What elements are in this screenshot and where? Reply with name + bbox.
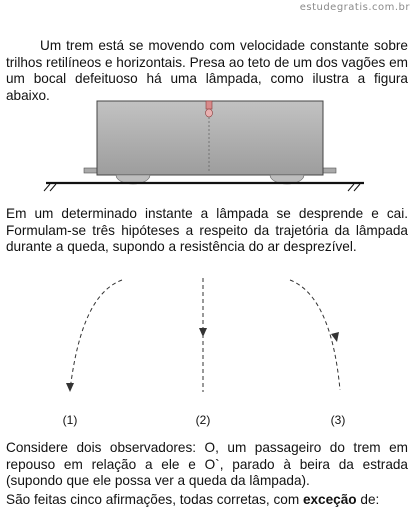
observers-paragraph: Considere dois observadores: O, um passageiro do trem em repouso em relação a ele e O`, parado à beira da estrada (supondo que ele possa ver a queda da lâmpada). [6, 440, 408, 488]
site-watermark: estudegratis.com.br [299, 2, 410, 13]
intro-text: Um trem está se movendo com velocidade constante sobre trilhos retilíneos e horizontais. Presa ao teto de um dos vagões em um bocal defeituoso há uma lâmpada, como ilustra a figura abaixo. [6, 38, 408, 103]
left-coupler [84, 168, 98, 173]
trajectory-label-1: (1) [62, 413, 78, 427]
trajectories-figure [0, 270, 416, 435]
prompt-text-start: São feitas cinco afirmações, todas corretas, com [6, 492, 303, 507]
hypotheses-paragraph: Em um determinado instante a lâmpada se desprende e cai. Formulam-se três hipóteses a respeito da trajetória da lâmpada durante a queda, supondo a resistência do ar desprezível. [6, 206, 408, 254]
lamp-socket [206, 101, 212, 109]
lamp [206, 109, 213, 117]
question-prompt [6, 492, 408, 509]
trajectory-2-arrow [199, 328, 207, 337]
prompt-text-end: de: [356, 492, 380, 507]
right-coupler [322, 168, 336, 173]
train-wagon-figure [0, 95, 416, 195]
ground-hatch-right [348, 184, 360, 191]
trajectory-3-arrow [331, 332, 339, 342]
trajectory-label-3: (3) [330, 413, 346, 427]
trajectory-label-2: (2) [195, 413, 211, 427]
prompt-emphasis: exceção [302, 492, 357, 507]
ground-hatch-left [44, 184, 56, 191]
trajectory-1-arrow [66, 383, 74, 392]
trajectory-1 [70, 280, 122, 390]
